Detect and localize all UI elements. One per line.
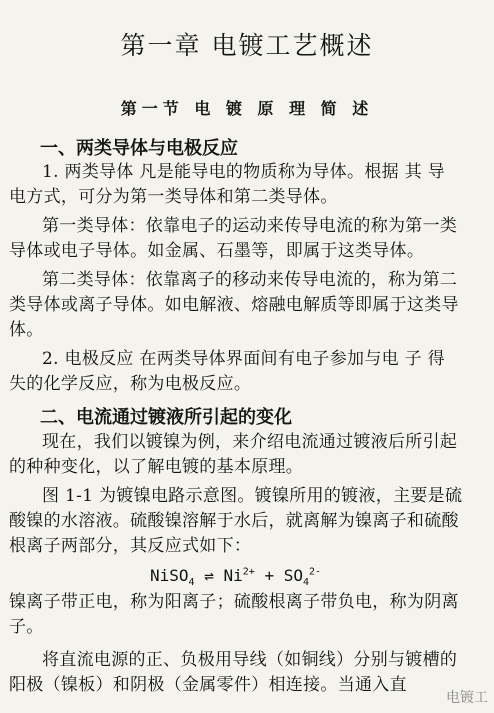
paragraph-line: 体。 [9,320,44,340]
eq-nickel-ion: Ni [223,566,243,585]
eq-sulfate-ion: SO [283,566,303,585]
paragraph-line: 失的化学反应，称为电极反应。 [9,374,252,394]
chemical-equation [150,566,321,588]
paragraph-line: 子。 [9,617,44,637]
paragraph-line: 图 1-1 为镀镍电路示意图。镀镍所用的镀液，主要是硫 [42,486,463,506]
heading-current-effects: 二、电流通过镀液所引起的变化 [40,407,292,428]
eq-sub: 4 [302,577,310,589]
eq-sub: 4 [188,577,195,589]
chapter-title: 第一章 电镀工艺概述 [120,31,374,60]
paragraph-line: 根离子两部分，其反应式如下： [9,536,252,556]
eq-plus: + [264,566,275,585]
paragraph-line: 阳极（镍板）和阴极（金属零件）相连接。当通入直 [9,675,407,695]
paragraph-line: 第二类导体：依靠离子的移动来传导电流的，称为第二 [42,270,458,290]
eq-arrow: ⇌ [204,566,214,585]
eq-nickel-sulfate: NiSO [150,566,189,585]
eq-sup: 2+ [242,566,255,578]
heading-two-conductor-types: 一、两类导体与电极反应 [40,138,238,159]
paragraph-line: 现在，我们以镀镍为例，来介绍电流通过镀液后所引起 [42,432,458,452]
paragraph-line: 导体或电子导体。如金属、石墨等，即属于这类导体。 [9,241,425,261]
paragraph-line: 电方式，可分为第一类导体和第二类导体。 [9,187,338,207]
paragraph-line: 类导体或离子导体。如电解液、熔融电解质等即属于这类导 [9,295,459,315]
paragraph-line: 酸镍的水溶液。硫酸镍溶解于水后，就离解为镍离子和硫酸 [9,511,459,531]
paragraph-line: 第一类导体：依靠电子的运动来传导电流的称为第一类 [42,216,458,236]
section-title: 第一节 电 镀 原 理 简 述 [120,99,374,118]
paragraph-line: 2. 电极反应 在两类导体界面间有电子参加与电 子 得 [42,349,445,369]
paragraph-line: 将直流电源的正、负极用导线（如铜线）分别与镀槽的 [42,650,458,670]
paragraph-line: 镍离子带正电，称为阳离子；硫酸根离子带负电，称为阴离 [9,592,459,612]
paragraph-line: 的种种变化，以了解电镀的基本原理。 [9,457,304,477]
paragraph-line: 1. 两类导体 凡是能导电的物质称为导体。根据 其 导 [42,162,445,182]
watermark: 电镀工 [446,690,488,706]
eq-sup: 2- [309,566,322,578]
